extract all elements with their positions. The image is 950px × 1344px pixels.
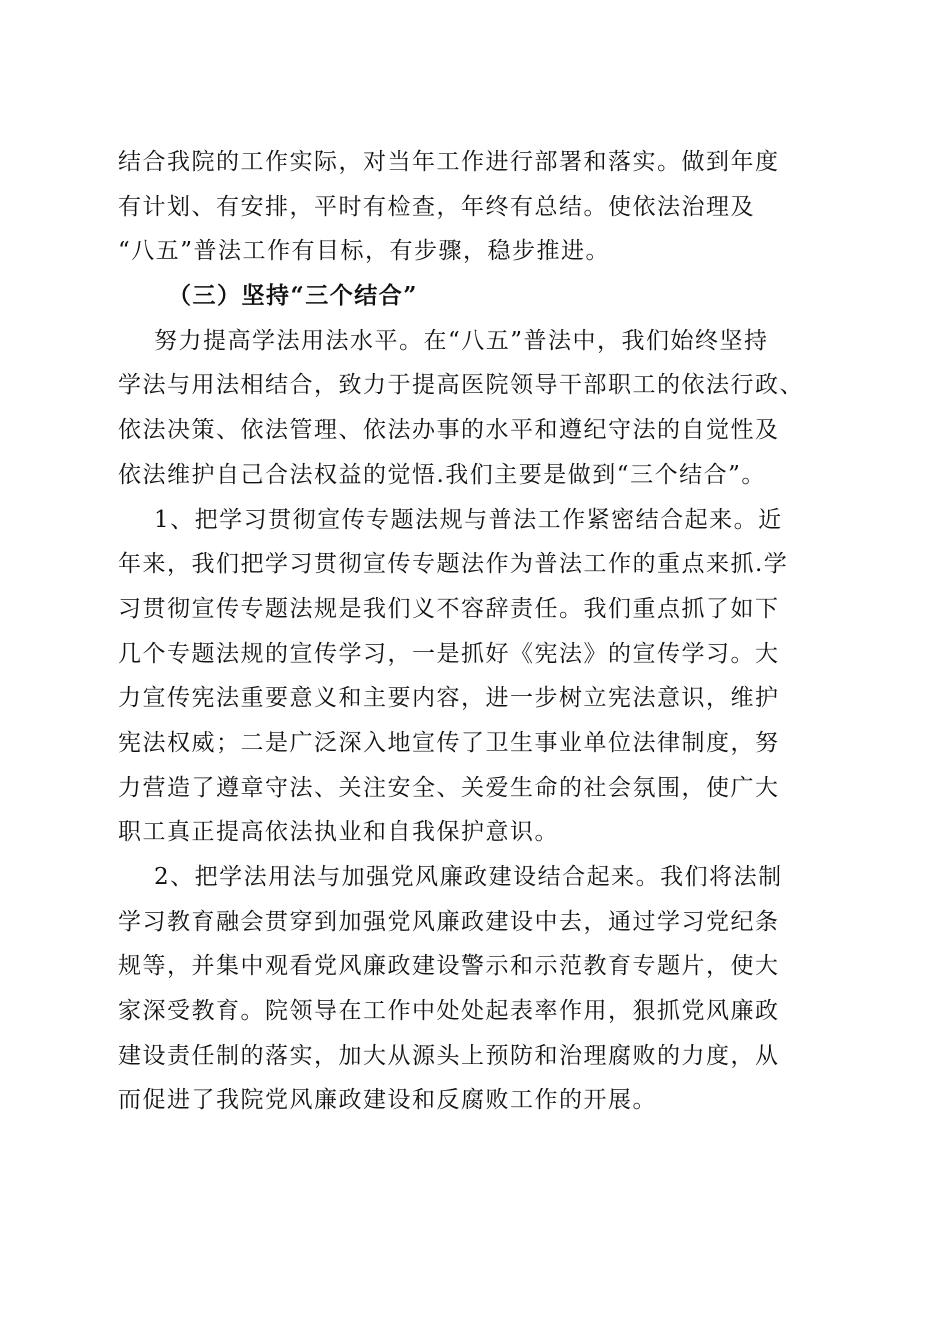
text-line: “八五”普法工作有目标，有步骤，稳步推进。	[118, 238, 611, 265]
text-line: 习贯彻宣传专题法规是我们义不容辞责任。我们重点抓了如下	[118, 595, 780, 622]
text-line: 学习教育融会贯穿到加强党风廉政建设中去，通过学习党纪条	[118, 908, 780, 935]
text-line: 建设责任制的落实，加大从源头上预防和治理腐败的力度，从	[118, 1042, 780, 1069]
text-line: 几个专题法规的宣传学习，一是抓好《宪法》的宣传学习。大	[118, 640, 780, 667]
text-line: 2、把学法用法与加强党风廉政建设结合起来。我们将法制	[154, 864, 783, 890]
text-line: 力宣传宪法重要意义和主要内容，进一步树立宪法意识，维护	[118, 685, 780, 712]
text-line: 有计划、有安排，平时有检查，年终有总结。使依法治理及	[118, 193, 755, 220]
text-line: 力营造了遵章守法、关注安全、关爱生命的社会氛围，使广大	[118, 774, 780, 801]
text-line: 依法决策、依法管理、依法办事的水平和遵纪守法的自觉性及	[118, 417, 780, 444]
heading-line: （三）坚持“三个结合”	[168, 282, 418, 310]
text-line: 努力提高学法用法水平。在“八五”普法中，我们始终坚持	[154, 327, 769, 354]
text-line: 宪法权威；二是广泛深入地宣传了卫生事业单位法律制度，努	[118, 729, 780, 756]
text-line: 而促进了我院党风廉政建设和反腐败工作的开展。	[118, 1087, 657, 1114]
text-line: 家深受教育。院领导在工作中处处起表率作用，狠抓党风廉政	[118, 998, 780, 1025]
text-line: 职工真正提高依法执业和自我保护意识。	[118, 819, 559, 846]
paragraph-item-2	[118, 855, 838, 1123]
text-line: 1、把学习贯彻宣传专题法规与普法工作紧密结合起来。近	[154, 506, 783, 533]
section-heading	[118, 274, 838, 319]
paragraph-intro	[118, 319, 838, 498]
text-line: 年来，我们把学习贯彻宣传专题法作为普法工作的重点来抓.学	[118, 551, 789, 578]
paragraph-item-1	[118, 498, 838, 856]
paragraph-continuation	[118, 140, 838, 274]
text-line: 依法维护自己合法权益的觉悟.我们主要是做到“三个结合”。	[118, 461, 766, 488]
text-line: 结合我院的工作实际，对当年工作进行部署和落实。做到年度	[118, 149, 780, 175]
text-line: 学法与用法相结合，致力于提高医院领导干部职工的依法行政、	[118, 372, 804, 399]
document-body	[118, 140, 838, 1123]
text-line: 规等，并集中观看党风廉政建设警示和示范教育专题片，使大	[118, 953, 780, 980]
